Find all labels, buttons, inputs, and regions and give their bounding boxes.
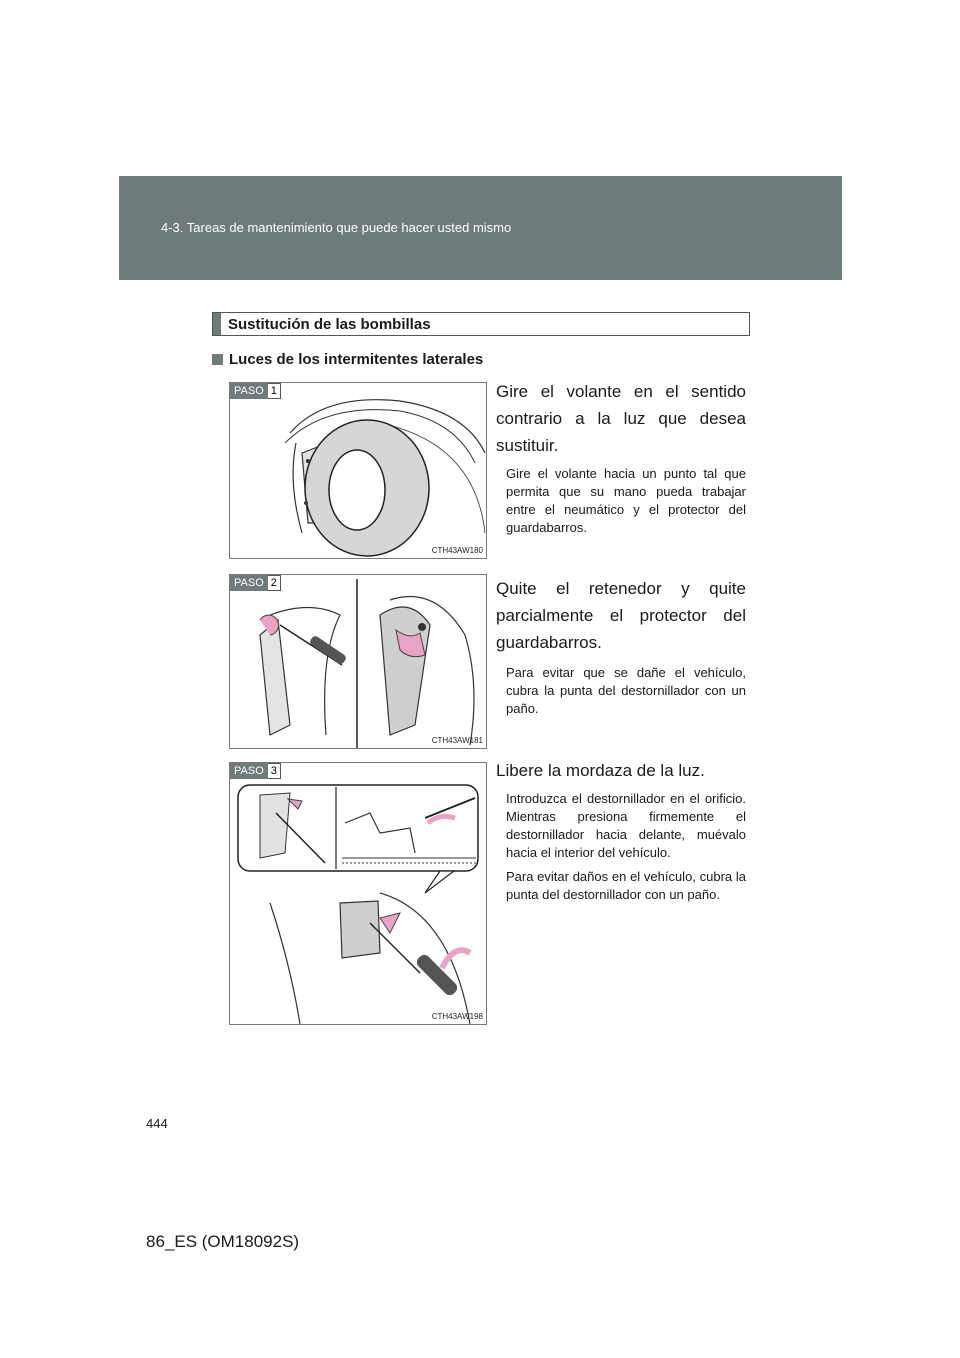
- page-number: 444: [146, 1116, 168, 1131]
- step-2-text: [496, 575, 746, 724]
- light-clamp-illustration: [230, 763, 486, 1024]
- subheading: [212, 351, 483, 368]
- step-2-instruction: Quite el retenedor y quite parcialmente el protector del guardabarros.: [496, 579, 746, 652]
- step-3-badge: PASO 3: [230, 763, 281, 779]
- section-title: Sustitución de las bombillas: [228, 315, 431, 333]
- figure-code: CTH43AW181: [431, 736, 483, 745]
- step-3-figure: [229, 762, 487, 1025]
- step-2-figure: [229, 574, 487, 749]
- fender-protector-illustration: [230, 575, 486, 748]
- square-bullet-icon: [212, 354, 223, 365]
- step-1-instruction: Gire el volante en el sentido contrario a la luz que desea sustituir.: [496, 382, 746, 455]
- step-1-text: [496, 378, 746, 543]
- chapter-title: 4-3. Tareas de mantenimiento que puede hacer usted mismo: [161, 220, 512, 235]
- step-1-badge: PASO 1: [230, 383, 281, 399]
- header-band: [119, 176, 842, 280]
- step-2-note: Para evitar que se dañe el vehículo, cubra la punta del destornillador con un paño.: [506, 665, 746, 716]
- wheel-illustration: [230, 383, 486, 558]
- section-title-accent: [213, 313, 221, 335]
- subheading-text: Luces de los intermitentes laterales: [229, 351, 484, 368]
- step-2-badge: PASO 2: [230, 575, 281, 591]
- step-3-note-1: Introduzca el destornillador en el orificio. Mientras presiona firmemente el destornillador hacia delante, muévalo hacia el interior del vehículo.: [506, 791, 746, 860]
- step-3-instruction: Libere la mordaza de la luz.: [496, 761, 705, 780]
- step-1-figure: [229, 382, 487, 559]
- document-code: 86_ES (OM18092S): [146, 1232, 300, 1251]
- section-title-box: [212, 312, 750, 336]
- figure-code: CTH43AW198: [431, 1012, 483, 1021]
- step-1-note: Gire el volante hacia un punto tal que permita que su mano pueda trabajar entre el neumático y el protector del guardabarros.: [506, 466, 746, 535]
- step-3-text: [496, 757, 746, 910]
- figure-code: CTH43AW180: [431, 546, 483, 555]
- step-3-note-2: Para evitar daños en el vehículo, cubra la punta del destornillador con un paño.: [506, 869, 746, 902]
